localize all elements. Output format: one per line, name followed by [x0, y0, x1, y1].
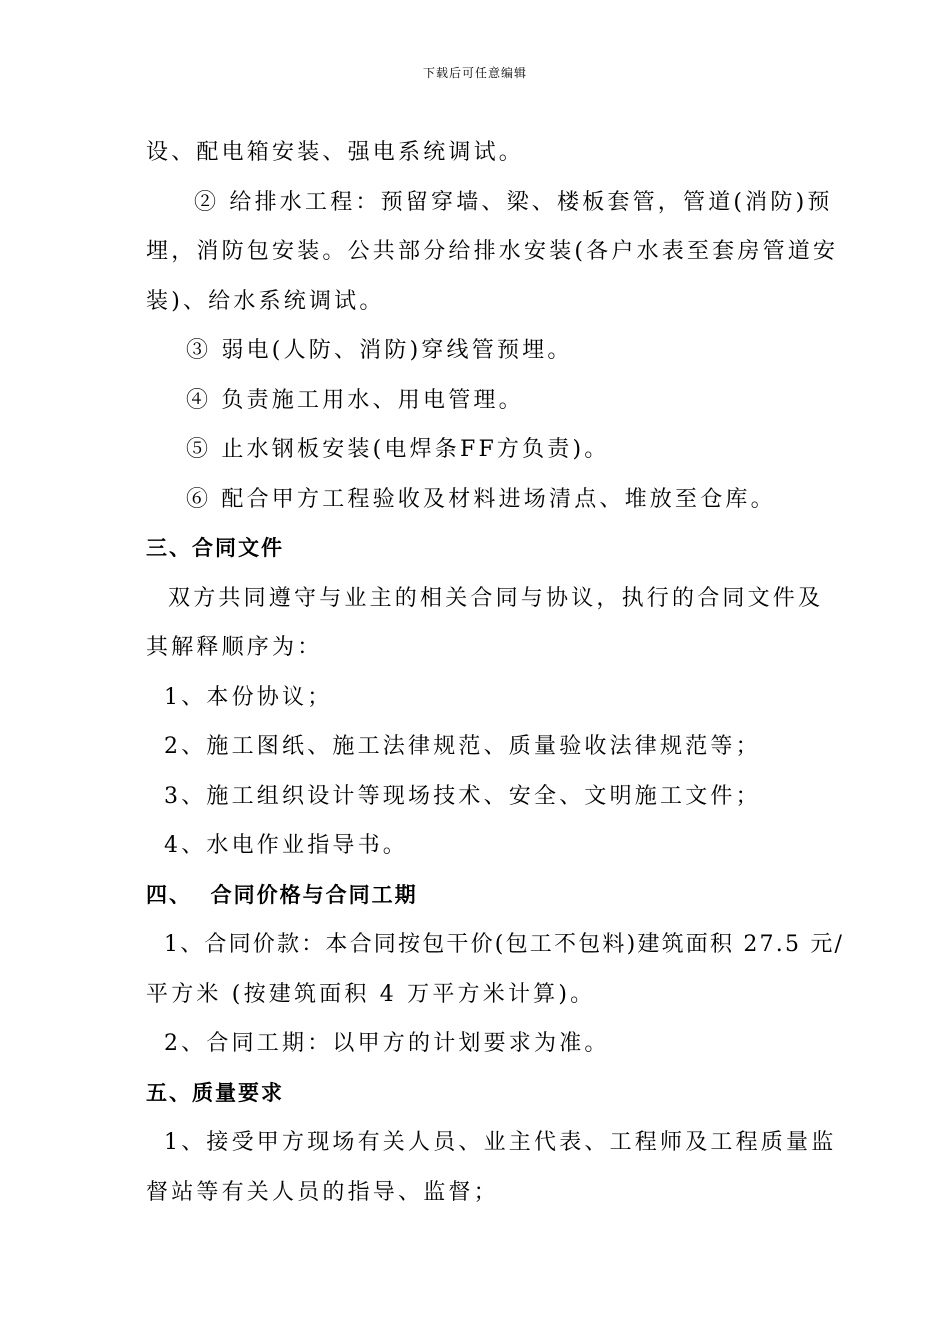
paragraph-line: 双方共同遵守与业主的相关合同与协议，执行的合同文件及	[168, 585, 824, 611]
document-body	[146, 128, 845, 1217]
list-item-work-guide: 4、水电作业指导书。	[164, 833, 408, 858]
list-item-steel-plate: ⑤ 止水钢板安装(电焊条FF方负责)。	[186, 437, 610, 462]
list-item-drawings: 2、施工图纸、施工法律规范、质量验收法律规范等；	[164, 734, 761, 759]
list-item-agreement: 1、本份协议；	[164, 684, 333, 710]
paragraph-line: 设、配电箱安装、强电系统调试。	[146, 140, 525, 165]
list-item-water-supply: ② 给排水工程：预留穿墙、梁、楼板套管，管道(消防)预	[194, 189, 833, 215]
page-header: 下载后可任意编辑	[422, 66, 527, 80]
section-heading-contract-documents: 三、合同文件	[146, 536, 284, 560]
list-item-water-power-management: ④ 负责施工用水、用电管理。	[186, 387, 524, 413]
paragraph-line: 平方米 (按建筑面积 4 万平方米计算)。	[146, 981, 596, 1007]
list-item-contract-price: 1、合同价款：本合同按包干价(包工不包料)建筑面积 27.5 元/	[164, 932, 845, 957]
paragraph-line: 装)、给水系统调试。	[146, 288, 385, 314]
list-item-supervision: 1、接受甲方现场有关人员、业主代表、工程师及工程质量监	[164, 1130, 837, 1155]
list-item-weak-current: ③ 弱电(人防、消防)穿线管预埋。	[186, 338, 573, 363]
paragraph-line: 督站等有关人员的指导、监督；	[146, 1179, 499, 1205]
paragraph-line: 其解释顺序为：	[146, 635, 323, 660]
list-item-acceptance: ⑥ 配合甲方工程验收及材料进场清点、堆放至仓库。	[186, 486, 776, 512]
list-item-construction-docs: 3、施工组织设计等现场技术、安全、文明施工文件；	[164, 783, 761, 809]
section-heading-price-and-period: 四、 合同价格与合同工期	[146, 882, 418, 907]
paragraph-line: 埋，消防包安装。公共部分给排水安装(各户水表至套房管道安	[146, 239, 839, 264]
section-heading-quality: 五、质量要求	[146, 1080, 284, 1105]
list-item-contract-period: 2、合同工期：以甲方的计划要求为准。	[164, 1031, 610, 1056]
